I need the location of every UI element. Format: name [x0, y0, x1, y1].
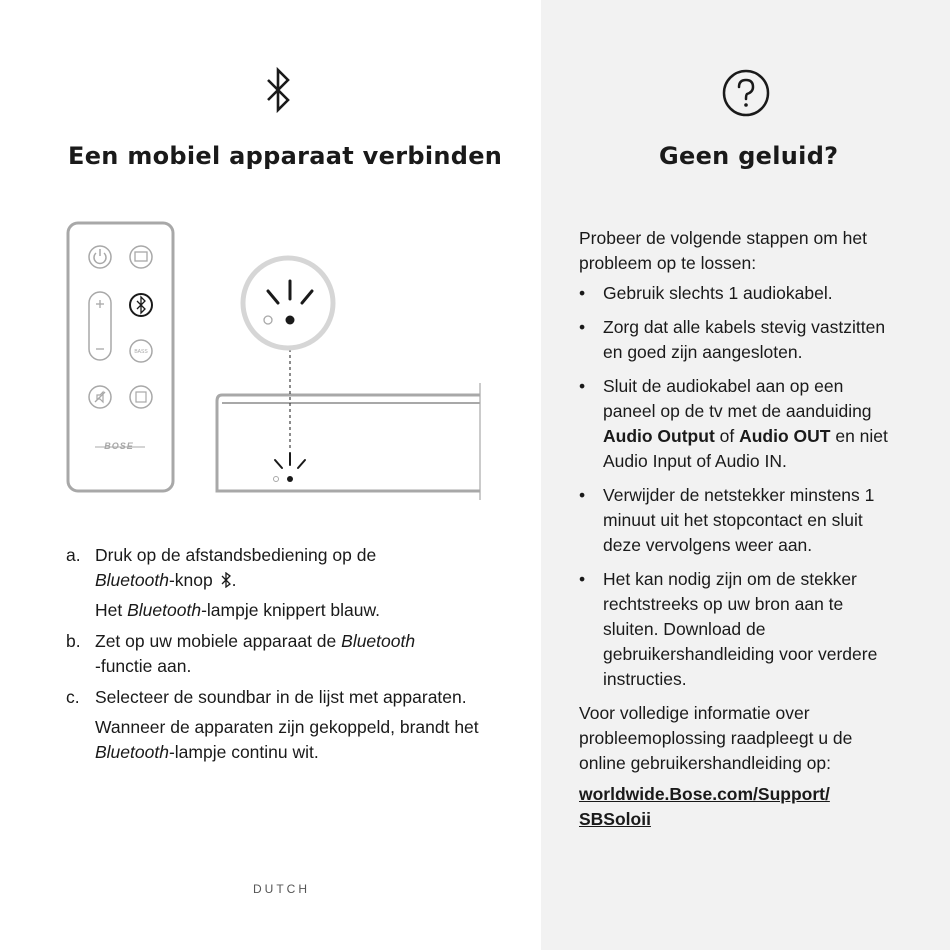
troubleshooting-intro: Probeer de volgende stappen om het probleem op te lossen: [579, 228, 867, 273]
troubleshooting-section [579, 226, 899, 832]
question-circle-icon [721, 68, 771, 118]
settings-button-icon [130, 386, 152, 408]
step-c-sub: Wanneer de apparaten zijn gekoppeld, brandt het Bluetooth-lampje continu wit. [95, 717, 479, 762]
step-c-text: Selecteer de soundbar in de lijst met apparaten. [95, 687, 467, 707]
remote-bluetooth-button-icon [130, 294, 152, 316]
step-b-text-1: Zet op uw mobiele apparaat de [95, 631, 342, 651]
remote-logo: BOSE [104, 441, 134, 451]
volume-rocker [89, 292, 111, 360]
list-item: • Zorg dat alle kabels stevig vastzitten en goed zijn aangesloten. [579, 317, 886, 362]
step-b-bluetooth-term: Bluetooth [341, 631, 416, 651]
soundbar-led [287, 476, 293, 482]
inline-bluetooth-icon [220, 572, 232, 588]
step-a-text-1: Druk op de afstandsbediening op de [95, 545, 377, 565]
step-a-bluetooth-term: Bluetooth [95, 570, 169, 590]
language-footer: DUTCH [253, 882, 310, 896]
soundbar [217, 383, 480, 500]
mute-button-icon [89, 386, 111, 408]
step-b [66, 629, 506, 679]
page-title-no-sound: Geen geluid? [659, 142, 839, 170]
list-item: • Verwijder de netstekker minstens 1 minuut uit het stopcontact en sluit deze vervolgens weer aan. [579, 485, 875, 555]
step-a [66, 543, 506, 623]
step-c [66, 685, 506, 765]
list-item: • Gebruik slechts 1 audiokabel. [579, 283, 833, 303]
soundbar-led-rays [275, 453, 305, 468]
step-marker: c. [66, 687, 80, 707]
steps-list [66, 543, 506, 771]
bass-label: BASS [134, 349, 148, 355]
list-item: • Het kan nodig zijn om de stekker rechtstreeks op uw bron aan te sluiten. Download de gebruikershandleiding voor verdere instructies. [579, 569, 878, 689]
troubleshooting-list [579, 281, 899, 692]
magnified-led-callout [243, 258, 333, 348]
step-b-text-2: -functie aan. [95, 656, 192, 676]
support-link[interactable]: worldwide.Bose.com/Support/ SBSoloii [579, 784, 830, 829]
step-a-sub: Het Bluetooth-lampje knippert blauw. [95, 600, 381, 620]
step-marker: a. [66, 545, 81, 565]
step-marker: b. [66, 631, 81, 651]
step-a-text-3: . [231, 570, 237, 590]
troubleshooting-outro: Voor volledige informatie over probleemoplossing raadpleegt u de online gebruikershandleiding op: [579, 703, 853, 773]
tv-button-icon [130, 246, 152, 268]
page-title-connect: Een mobiel apparaat verbinden [68, 142, 503, 170]
list-item: • Sluit de audiokabel aan op een paneel op de tv met de aanduiding Audio Output of Audio OUT en niet Audio Input of Audio IN. [579, 376, 888, 471]
power-button-icon [89, 246, 111, 268]
step-a-text-2: -knop [168, 570, 213, 590]
connection-illustration [60, 215, 490, 505]
bluetooth-icon [258, 66, 298, 114]
